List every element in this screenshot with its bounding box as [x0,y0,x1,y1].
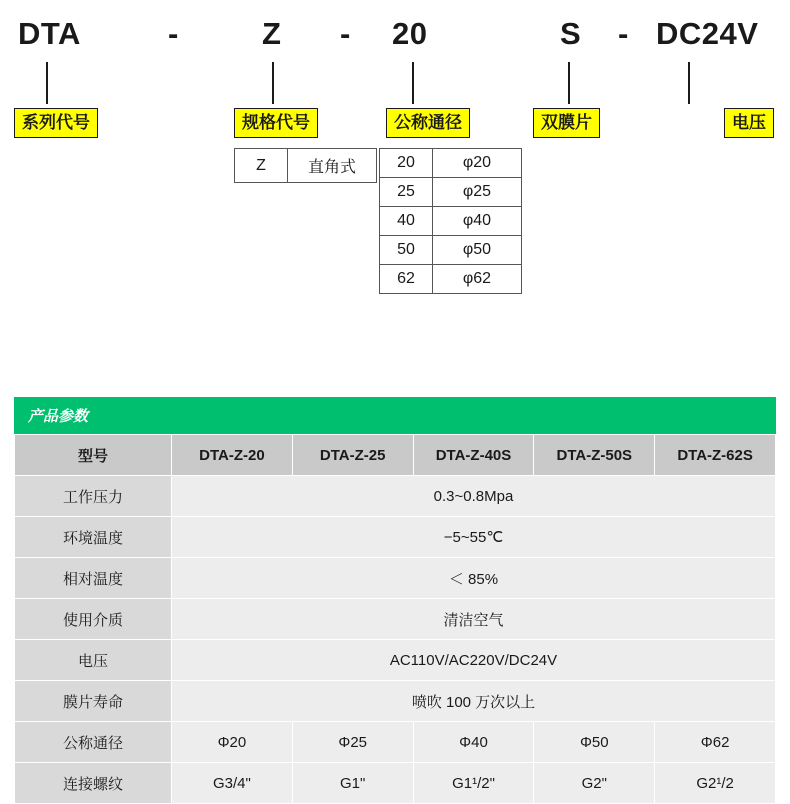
stem-membrane [568,62,570,104]
table-row [15,517,776,558]
row-cell: G1" [292,763,413,804]
row-label: 公称通径 [15,722,172,763]
spec-desc-cell: 直角式 [288,149,377,183]
model-code-row [0,16,790,60]
row-cell: G2¹/2 [655,763,776,804]
table-row [380,236,522,265]
tag-bore: 公称通径 [386,108,470,138]
row-cell: Φ25 [292,722,413,763]
bore-code-table [379,148,522,294]
header-model: DTA-Z-25 [292,435,413,476]
code-dash-1: - [168,16,179,51]
tag-spec: 规格代号 [234,108,318,138]
row-value: 0.3~0.8Mpa [172,476,776,517]
row-value: ＜ 85% [172,558,776,599]
row-label: 电压 [15,640,172,681]
bore-code-cell: 62 [380,265,433,294]
bore-desc-cell: φ50 [433,236,522,265]
tag-series: 系列代号 [14,108,98,138]
table-row [15,476,776,517]
row-label: 膜片寿命 [15,681,172,722]
row-label: 工作压力 [15,476,172,517]
row-label: 连接螺纹 [15,763,172,804]
bore-code-cell: 40 [380,207,433,236]
stem-bore [412,62,414,104]
bore-desc-cell: φ40 [433,207,522,236]
row-value: 清洁空气 [172,599,776,640]
table-row [15,681,776,722]
code-token-voltage: DC24V [656,16,759,51]
table-header-row [15,435,776,476]
table-row [380,149,522,178]
row-label: 相对温度 [15,558,172,599]
bore-code-cell: 20 [380,149,433,178]
header-model: DTA-Z-62S [655,435,776,476]
code-dash-2: - [340,16,351,51]
row-cell: G1¹/2" [413,763,534,804]
stem-spec [272,62,274,104]
header-label: 型号 [15,435,172,476]
table-row [380,207,522,236]
code-token-spec: Z [262,16,282,51]
row-value: −5~55℃ [172,517,776,558]
stem-voltage [688,62,690,104]
row-label: 使用介质 [15,599,172,640]
table-row [15,599,776,640]
tag-membrane: 双膜片 [533,108,600,138]
row-value: AC110V/AC220V/DC24V [172,640,776,681]
row-cell: G2" [534,763,655,804]
table-row [15,558,776,599]
bore-code-cell: 50 [380,236,433,265]
header-model: DTA-Z-50S [534,435,655,476]
row-label: 环境温度 [15,517,172,558]
stem-series [46,62,48,104]
row-cell: Φ50 [534,722,655,763]
code-token-membrane: S [560,16,582,51]
bore-desc-cell: φ25 [433,178,522,207]
table-row [380,265,522,294]
table-row [15,722,776,763]
table-row [235,149,377,183]
row-value: 喷吹 100 万次以上 [172,681,776,722]
code-token-bore: 20 [392,16,428,51]
code-dash-3: - [618,16,629,51]
row-cell: Φ40 [413,722,534,763]
bore-desc-cell: φ20 [433,149,522,178]
row-cell: G3/4" [172,763,293,804]
row-cell: Φ62 [655,722,776,763]
spec-code-cell: Z [235,149,288,183]
tag-voltage: 电压 [724,108,774,138]
bore-code-cell: 25 [380,178,433,207]
parameters-title: 产品参数 [14,397,776,434]
code-token-series: DTA [18,16,81,51]
header-model: DTA-Z-20 [172,435,293,476]
bore-desc-cell: φ62 [433,265,522,294]
spec-code-table [234,148,377,183]
table-row [380,178,522,207]
header-model: DTA-Z-40S [413,435,534,476]
parameters-table [14,434,776,804]
product-parameters-section [14,397,776,804]
row-cell: Φ20 [172,722,293,763]
table-row [15,640,776,681]
model-code-breakdown [0,0,790,355]
